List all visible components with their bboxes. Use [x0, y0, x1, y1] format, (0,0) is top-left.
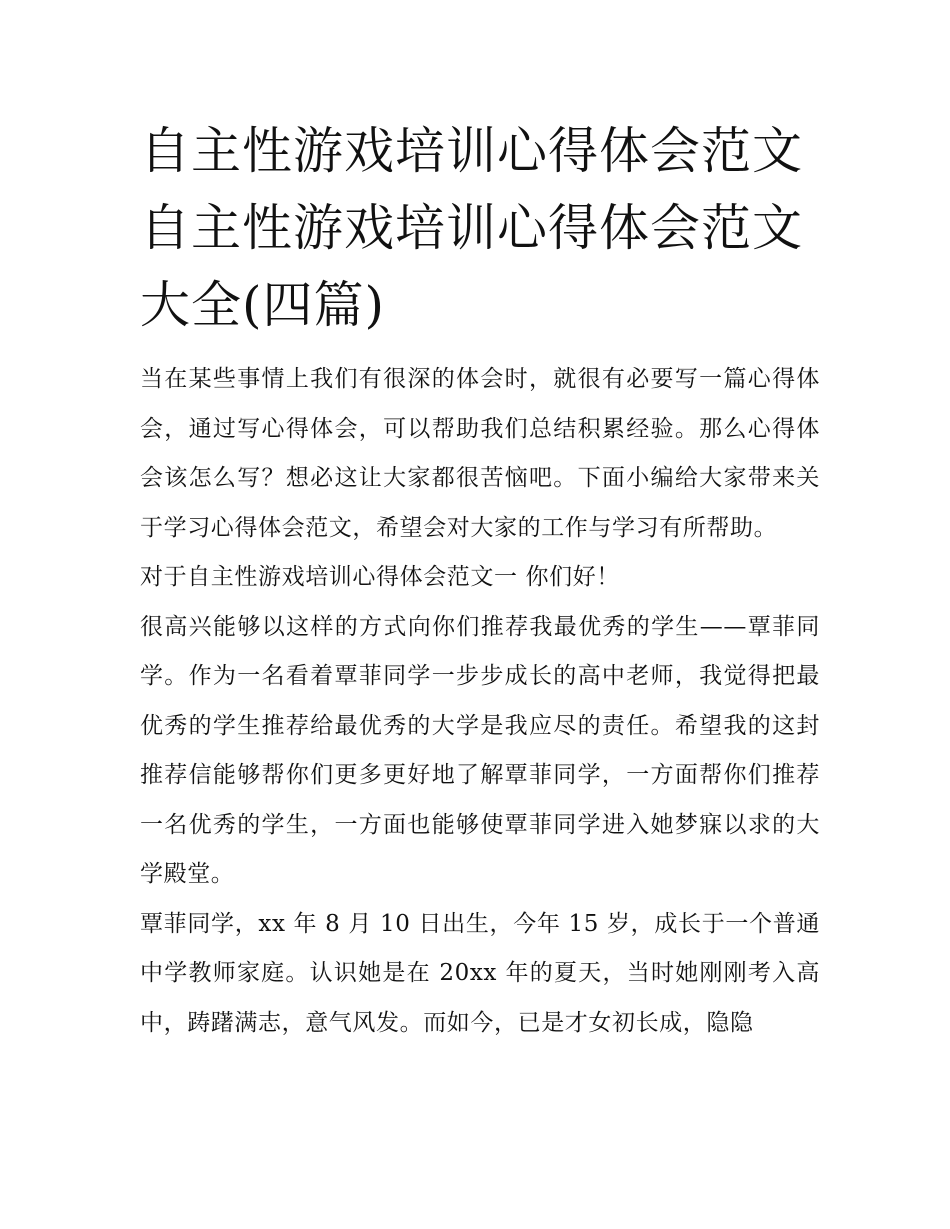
document-title: 自主性游戏培训心得体会范文 自主性游戏培训心得体会范文 大全(四篇) [140, 122, 803, 334]
intro-paragraph: 当在某些事情上我们有很深的体会时，就很有必要写一篇心得体会，通过写心得体会，可以帮助我们总结积累经验。那么心得体会该怎么写？想必这让大家都很苦恼吧。下面小编给大家带来关于学习心得体会范文，希望会对大家的工作与学习有所帮助。 [140, 366, 820, 541]
recommendation-paragraph: 很高兴能够以这样的方式向你们推荐我最优秀的学生——覃菲同学。作为一名看着覃菲同学一步步成长的高中老师，我觉得把最优秀的学生推荐给最优秀的大学是我应尽的责任。希望我的这封推荐信能够帮你们更多更好地了解覃菲同学，一方面帮你们推荐一名优秀的学生，一方面也能够使覃菲同学进入她梦寐以求的大学殿堂。 [140, 613, 820, 887]
section-heading-paragraph: 对于自主性游戏培训心得体会范文一 你们好！ [140, 564, 620, 590]
document-body [140, 355, 820, 1048]
student-info-paragraph: 覃菲同学，xx 年 8 月 10 日出生，今年 15 岁，成长于一个普通中学教师家庭。认识她是在 20xx 年的夏天，当时她刚刚考入高中，踌躇满志，意气风发。而如今，已是才女初长成，隐隐 [140, 910, 820, 1036]
